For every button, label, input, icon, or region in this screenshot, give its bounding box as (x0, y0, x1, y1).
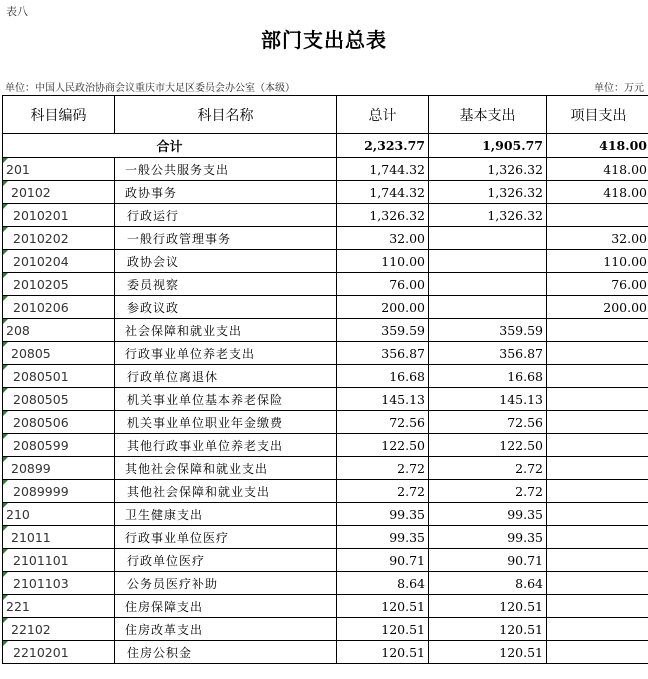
total-sum: 2,323.77 (337, 134, 429, 158)
row-code: 2080599 (3, 434, 115, 457)
header-total: 总计 (337, 96, 429, 134)
row-total: 76.00 (337, 273, 429, 296)
row-basic: 359.59 (429, 319, 547, 342)
table-row (3, 273, 648, 296)
row-basic (429, 227, 547, 250)
row-total: 145.13 (337, 388, 429, 411)
row-name: 其他社会保障和就业支出 (115, 480, 337, 503)
row-project (547, 503, 648, 526)
row-basic: 120.51 (429, 641, 547, 664)
header-project: 项目支出 (547, 96, 648, 134)
table-row (3, 204, 648, 227)
row-basic: 1,326.32 (429, 204, 547, 227)
row-name: 政协会议 (115, 250, 337, 273)
row-basic (429, 250, 547, 273)
row-basic (429, 273, 547, 296)
header-basic: 基本支出 (429, 96, 547, 134)
row-project (547, 526, 648, 549)
row-code: 2080506 (3, 411, 115, 434)
row-total: 120.51 (337, 641, 429, 664)
table-number-note: 表八 (6, 5, 28, 18)
page-title: 部门支出总表 (261, 28, 387, 52)
row-project (547, 204, 648, 227)
row-code: 20805 (3, 342, 115, 365)
table-row (3, 549, 648, 572)
row-basic: 1,326.32 (429, 181, 547, 204)
row-project: 110.00 (547, 250, 648, 273)
row-name: 参政议政 (115, 296, 337, 319)
row-total: 8.64 (337, 572, 429, 595)
table-row (3, 158, 648, 181)
row-total: 16.68 (337, 365, 429, 388)
row-code: 210 (3, 503, 115, 526)
row-name: 社会保障和就业支出 (115, 319, 337, 342)
table-row (3, 250, 648, 273)
table-row (3, 181, 648, 204)
row-code: 20102 (3, 181, 115, 204)
row-total: 120.51 (337, 618, 429, 641)
row-total: 90.71 (337, 549, 429, 572)
table-row (3, 480, 648, 503)
table-row (3, 388, 648, 411)
row-code: 2080505 (3, 388, 115, 411)
row-basic: 99.35 (429, 503, 547, 526)
row-name: 委员视察 (115, 273, 337, 296)
row-name: 一般行政管理事务 (115, 227, 337, 250)
row-code: 20899 (3, 457, 115, 480)
row-project (547, 457, 648, 480)
table-row (3, 365, 648, 388)
row-project (547, 641, 648, 664)
row-code: 2101101 (3, 549, 115, 572)
table-row (3, 411, 648, 434)
row-code: 21011 (3, 526, 115, 549)
table-row (3, 503, 648, 526)
header-name: 科目名称 (115, 96, 337, 134)
table-row (3, 434, 648, 457)
row-code: 2080501 (3, 365, 115, 388)
row-basic (429, 296, 547, 319)
row-basic: 99.35 (429, 526, 547, 549)
row-basic: 120.51 (429, 618, 547, 641)
row-name: 机关事业单位职业年金缴费 (115, 411, 337, 434)
table-row (3, 618, 648, 641)
row-basic: 8.64 (429, 572, 547, 595)
row-basic: 16.68 (429, 365, 547, 388)
row-name: 一般公共服务支出 (115, 158, 337, 181)
row-project: 418.00 (547, 158, 648, 181)
row-project (547, 388, 648, 411)
table-row (3, 342, 648, 365)
total-project: 418.00 (547, 134, 648, 158)
total-row (3, 134, 648, 158)
table-row (3, 227, 648, 250)
row-code: 208 (3, 319, 115, 342)
row-name: 住房公积金 (115, 641, 337, 664)
row-code: 2010206 (3, 296, 115, 319)
row-name: 行政单位离退休 (115, 365, 337, 388)
row-total: 1,744.32 (337, 158, 429, 181)
row-project: 418.00 (547, 181, 648, 204)
table-row (3, 526, 648, 549)
row-total: 2.72 (337, 480, 429, 503)
row-code: 221 (3, 595, 115, 618)
expenditure-table (2, 95, 648, 664)
table-row (3, 296, 648, 319)
row-basic: 145.13 (429, 388, 547, 411)
row-name: 其他社会保障和就业支出 (115, 457, 337, 480)
row-total: 122.50 (337, 434, 429, 457)
row-project (547, 434, 648, 457)
row-total: 99.35 (337, 526, 429, 549)
total-basic: 1,905.77 (429, 134, 547, 158)
row-basic: 120.51 (429, 595, 547, 618)
table-row (3, 457, 648, 480)
row-code: 2101103 (3, 572, 115, 595)
row-total: 32.00 (337, 227, 429, 250)
row-name: 政协事务 (115, 181, 337, 204)
row-code: 2089999 (3, 480, 115, 503)
row-name: 行政运行 (115, 204, 337, 227)
row-total: 99.35 (337, 503, 429, 526)
header-row (3, 96, 648, 134)
row-code: 2010204 (3, 250, 115, 273)
row-project (547, 618, 648, 641)
row-basic: 72.56 (429, 411, 547, 434)
row-name: 行政事业单位养老支出 (115, 342, 337, 365)
row-basic: 122.50 (429, 434, 547, 457)
row-total: 110.00 (337, 250, 429, 273)
table-row (3, 319, 648, 342)
row-name: 行政事业单位医疗 (115, 526, 337, 549)
row-total: 1,326.32 (337, 204, 429, 227)
row-project (547, 342, 648, 365)
row-code: 2010205 (3, 273, 115, 296)
table-row (3, 572, 648, 595)
row-name: 卫生健康支出 (115, 503, 337, 526)
row-total: 356.87 (337, 342, 429, 365)
row-project (547, 549, 648, 572)
header-code: 科目编码 (3, 96, 115, 134)
row-project: 76.00 (547, 273, 648, 296)
row-basic: 356.87 (429, 342, 547, 365)
total-label: 合计 (3, 134, 337, 158)
table-row (3, 641, 648, 664)
row-total: 72.56 (337, 411, 429, 434)
row-project: 200.00 (547, 296, 648, 319)
row-project (547, 319, 648, 342)
row-code: 2210201 (3, 641, 115, 664)
row-name: 其他行政事业单位养老支出 (115, 434, 337, 457)
unit-label: 单位：中国人民政治协商会议重庆市大足区委员会办公室（本级） (5, 83, 295, 94)
row-name: 住房保障支出 (115, 595, 337, 618)
currency-unit-label: 单位：万元 (594, 83, 644, 94)
row-total: 2.72 (337, 457, 429, 480)
row-basic: 2.72 (429, 480, 547, 503)
row-total: 120.51 (337, 595, 429, 618)
row-basic: 90.71 (429, 549, 547, 572)
row-total: 200.00 (337, 296, 429, 319)
row-code: 2010201 (3, 204, 115, 227)
row-project (547, 365, 648, 388)
row-code: 2010202 (3, 227, 115, 250)
row-total: 1,744.32 (337, 181, 429, 204)
row-basic: 2.72 (429, 457, 547, 480)
row-name: 住房改革支出 (115, 618, 337, 641)
row-total: 359.59 (337, 319, 429, 342)
row-basic: 1,326.32 (429, 158, 547, 181)
row-name: 机关事业单位基本养老保险 (115, 388, 337, 411)
row-code: 201 (3, 158, 115, 181)
table-row (3, 595, 648, 618)
row-project (547, 572, 648, 595)
row-project (547, 595, 648, 618)
row-name: 公务员医疗补助 (115, 572, 337, 595)
row-project (547, 480, 648, 503)
row-code: 22102 (3, 618, 115, 641)
row-project: 32.00 (547, 227, 648, 250)
row-project (547, 411, 648, 434)
row-name: 行政单位医疗 (115, 549, 337, 572)
